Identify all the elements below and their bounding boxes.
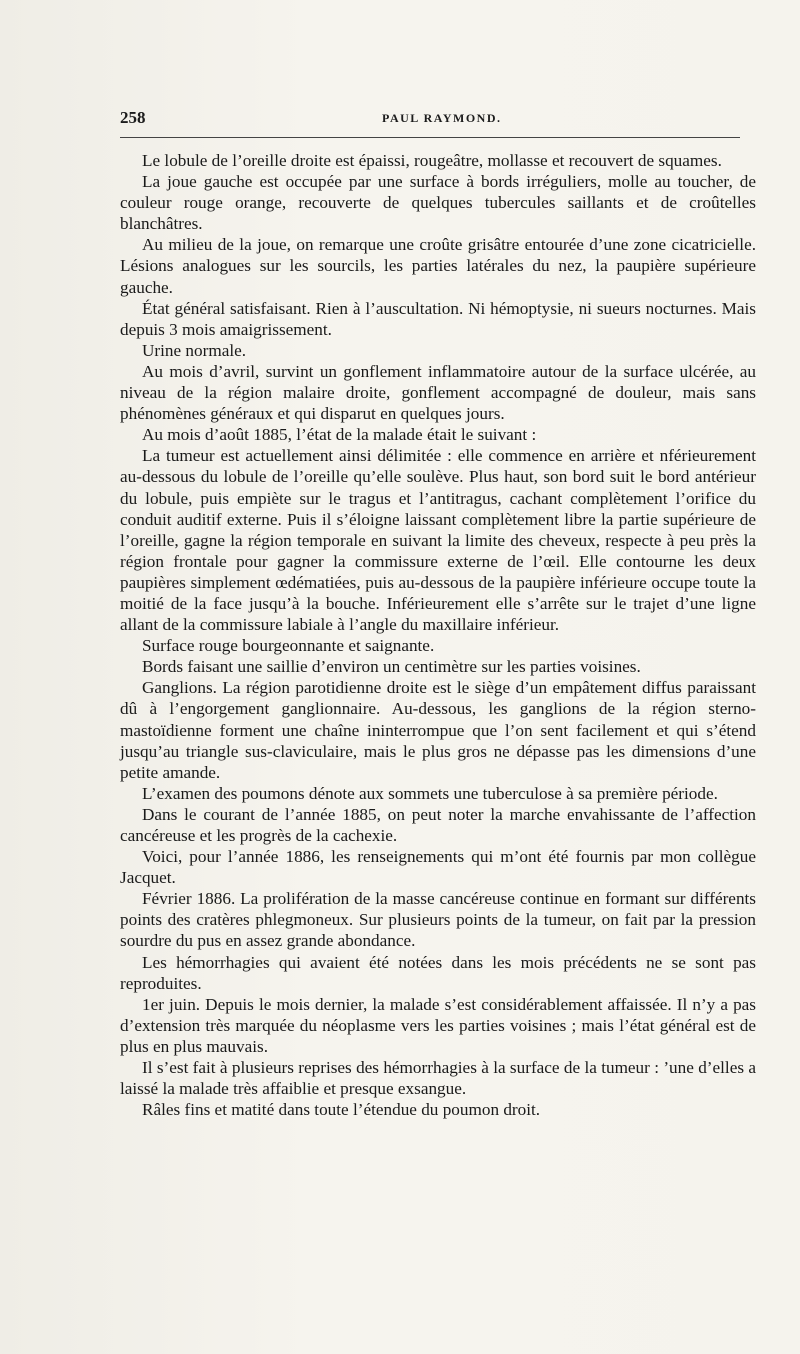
paragraph: Il s’est fait à plusieurs reprises des hémorrhagies à la surface de la tumeur : ’une d’elles a laissé la malade très affaiblie et presque exsangue. (120, 1058, 756, 1099)
paragraph: Février 1886. La prolifération de la masse cancéreuse continue en formant sur différents points des cratères phlegmoneux. Sur plusieurs points de la tumeur, on fait par la pression sourdre du pus en assez grande abondance. (120, 889, 756, 951)
paragraph: La tumeur est actuellement ainsi délimitée : elle commence en arrière et nférieurement au-dessous du lobule de l’oreille qu’elle soulève. Plus haut, son bord suit le bord antérieur du lobule, puis empiète sur le tragus et l’antitragus, cachant complètement l’orifice du conduit auditif externe. Puis il s’éloigne laissant complètement libre la partie supérieure de l’oreille, gagne la région temporale en suivant la limite des cheveux, respecte à peu près la région frontale pour gagner la commissure externe de l’œil. Elle contourne les deux paupières simplement œdématiées, puis au-dessous de la paupière inférieure occupe toute la moitié de la face jusqu’à la bouche. Inférieurement elle s’arrête sur le trajet d’une ligne allant de la commissure labiale à l’angle du maxillaire inférieur. (120, 446, 756, 635)
paragraph: Ganglions. La région parotidienne droite est le siège d’un empâtement diffus paraissant dû à l’engorgement ganglionnaire. Au-dessous, les ganglions de la région sterno-mastoïdienne forment une chaîne ininterrompue que l’on sent facilement et qui s’étend jusqu’au triangle sus-claviculaire, mais le plus gros ne dépasse pas les dimensions d’une petite amande. (120, 678, 756, 782)
paragraph: Bords faisant une saillie d’environ un centimètre sur les parties voisines. (142, 657, 641, 677)
paragraph: L’examen des poumons dénote aux sommets une tuberculose à sa première période. (142, 783, 718, 803)
header-rule (120, 137, 740, 138)
paragraph: Au mois d’avril, survint un gonflement inflammatoire autour de la surface ulcérée, au niveau de la région malaire droite, gonflement accompagné de douleur, mais sans phénomènes généraux et qui disparut en quelques jours. (120, 361, 756, 424)
page-header (120, 108, 756, 130)
paragraph: Urine normale. (142, 340, 247, 360)
paragraph: 1er juin. Depuis le mois dernier, la malade s’est considérablement affaissée. Il n’y a pas d’extension très marquée du néoplasme vers les parties voisines ; mais l’état général est de plus en plus mauvais. (120, 994, 756, 1056)
paragraph: Voici, pour l’année 1886, les renseignements qui m’ont été fournis par mon collègue Jacquet. (120, 847, 756, 888)
paragraph: Au mois d’août 1885, l’état de la malade était le suivant : (142, 425, 537, 445)
paragraph: La joue gauche est occupée par une surface à bords irréguliers, molle au toucher, de couleur rouge orange, recouverte de quelques tubercules saillants et de croûtelles blanchâtres. (120, 172, 756, 234)
running-head: PAUL RAYMOND. (382, 111, 502, 125)
paragraph: Les hémorrhagies qui avaient été notées dans les mois précédents ne se sont pas reproduites. (120, 952, 756, 993)
paragraph: Râles fins et matité dans toute l’étendue du poumon droit. (142, 1100, 541, 1120)
paragraph: Au milieu de la joue, on remarque une croûte grisâtre entourée d’une zone cicatricielle. Lésions analogues sur les sourcils, les parties latérales du nez, la paupière supérieure gauche. (120, 235, 756, 297)
body-text (120, 150, 756, 1120)
paragraph: Le lobule de l’oreille droite est épaissi, rougeâtre, mollasse et recouvert de squames. (142, 151, 722, 170)
paragraph: Dans le courant de l’année 1885, on peut noter la marche envahissante de l’affection cancéreuse et les progrès de la cachexie. (120, 804, 756, 845)
page-number: 258 (120, 108, 146, 127)
paragraph: État général satisfaisant. Rien à l’auscultation. Ni hémoptysie, ni sueurs nocturnes. Mais depuis 3 mois amaigrissement. (120, 298, 756, 339)
paragraph: Surface rouge bourgeonnante et saignante. (142, 636, 435, 656)
